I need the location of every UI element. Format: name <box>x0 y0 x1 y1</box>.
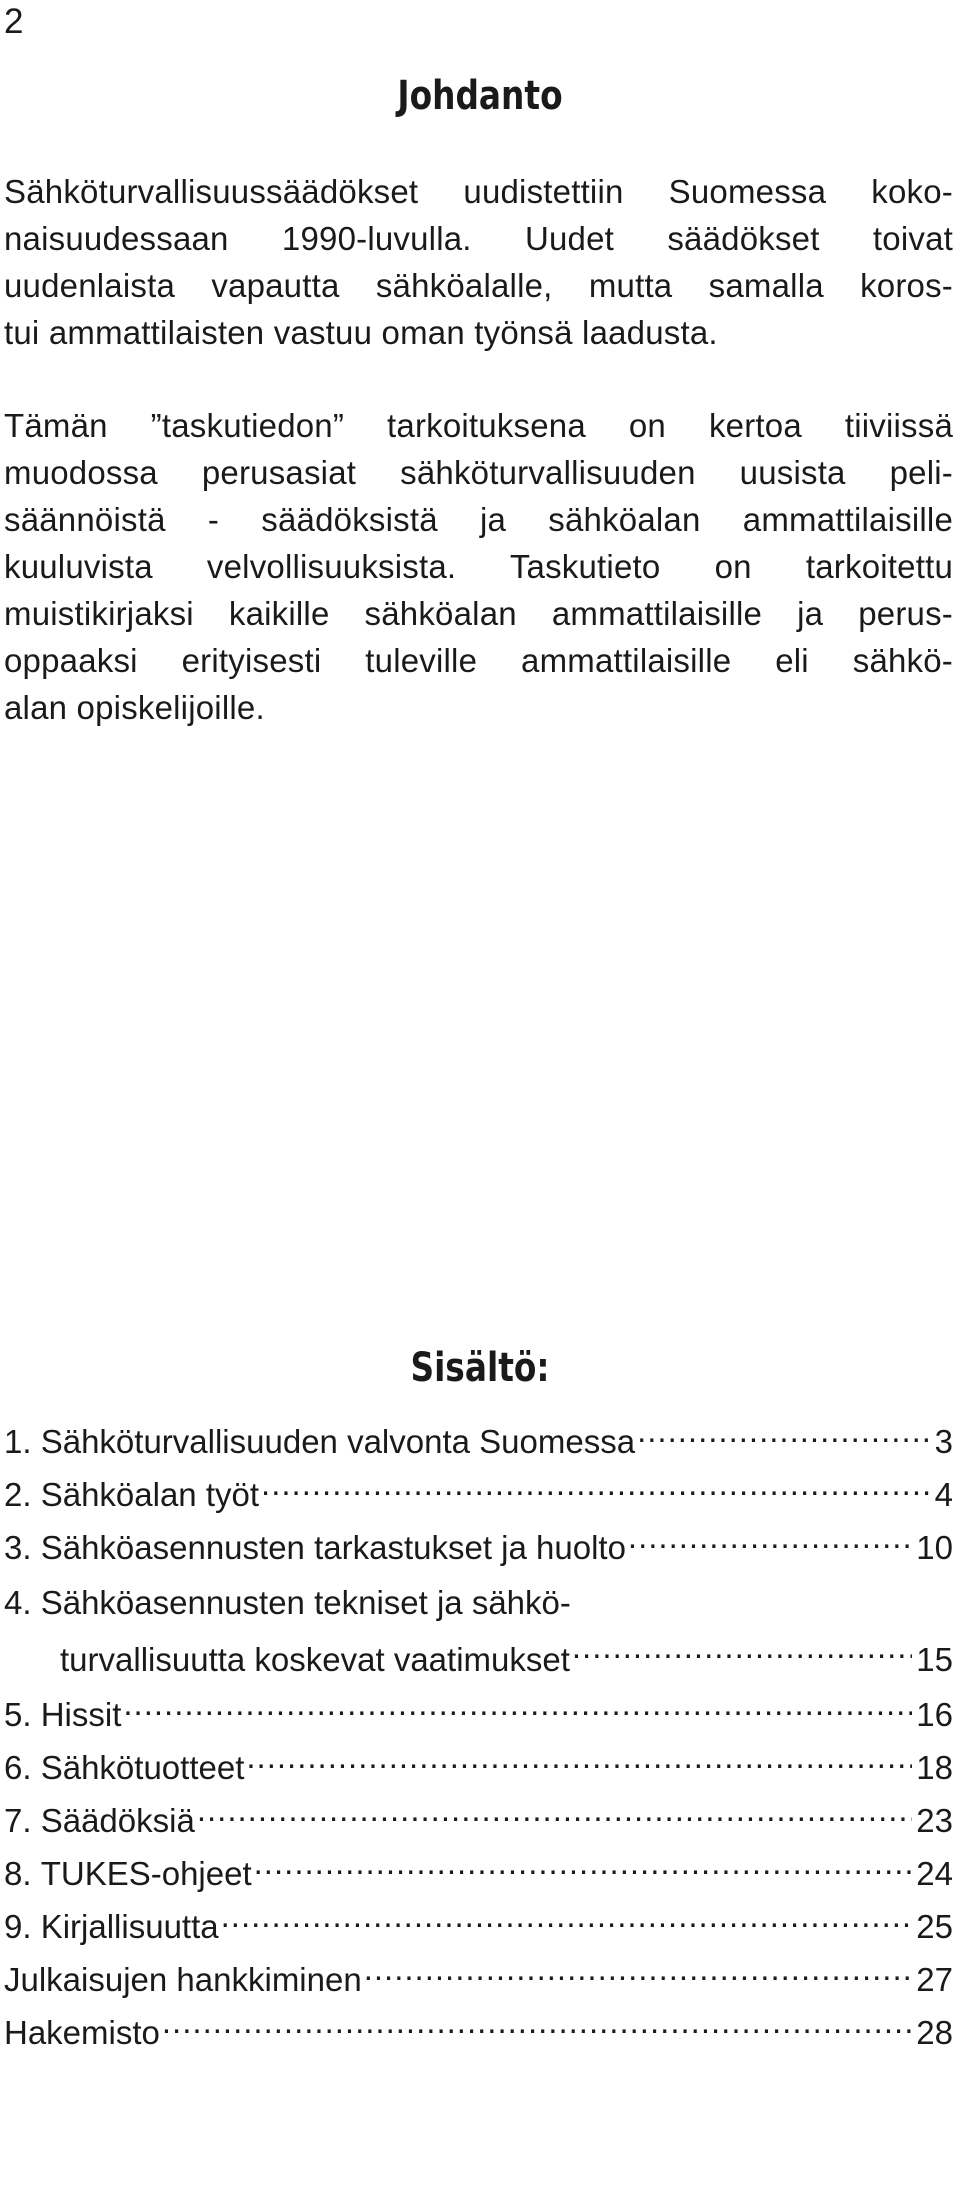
toc-entry[interactable] <box>4 1415 953 1468</box>
toc-entry-page: 24 <box>916 1855 953 1892</box>
page-number: 2 <box>4 2 24 41</box>
toc-leader-dots <box>364 1958 913 1991</box>
toc-entry-title: turvallisuutta koskevat vaatimukset <box>60 1641 570 1678</box>
toc-entry[interactable] <box>4 1741 953 1794</box>
table-of-contents <box>4 1415 953 2059</box>
toc-entry[interactable] <box>4 1521 953 1574</box>
toc-entry[interactable] <box>4 1900 953 1953</box>
toc-entry-page: 25 <box>916 1908 953 1945</box>
toc-leader-dots <box>162 2011 912 2044</box>
toc-entry-title: Julkaisujen hankkiminen <box>4 1961 362 1998</box>
toc-entry-number: 7. <box>4 1802 32 1839</box>
paragraph-line: säännöistä - säädöksistä ja sähköalan ammattilaisille <box>4 501 953 538</box>
toc-entry[interactable] <box>4 1631 953 1688</box>
paragraph-line: muistikirjaksi kaikille sähköalan ammattilaisille ja perus- <box>4 595 953 632</box>
toc-entry-page: 4 <box>934 1476 953 1513</box>
toc-entry-page: 10 <box>916 1529 953 1566</box>
toc-leader-dots <box>628 1526 912 1559</box>
toc-entry-number: 5. <box>4 1696 32 1733</box>
toc-entry-title: Hakemisto <box>4 2014 160 2051</box>
toc-entry[interactable] <box>4 1688 953 1741</box>
toc-leader-dots <box>572 1638 912 1671</box>
toc-entry-number: 1. <box>4 1423 32 1460</box>
intro-paragraph-2 <box>4 402 953 731</box>
toc-entry-title: Sähköasennusten tekniset ja sähkö- <box>40 1584 571 1621</box>
intro-paragraph-1 <box>4 168 953 356</box>
paragraph-line: Sähköturvallisuussäädökset uudistettiin Suomessa koko- <box>4 173 953 210</box>
paragraph-line: alan opiskelijoille. <box>4 689 265 726</box>
toc-entry-title: Hissit <box>40 1696 122 1733</box>
paragraph-line: Tämän ”taskutiedon” tarkoituksena on kertoa tiiviissä <box>4 407 953 444</box>
toc-leader-dots <box>197 1799 912 1832</box>
toc-entry-page: 28 <box>916 2014 953 2051</box>
paragraph-line: kuuluvista velvollisuuksista. Taskutieto on tarkoitettu <box>4 548 953 585</box>
paragraph-line: uudenlaista vapautta sähköalalle, mutta samalla koros- <box>4 267 953 304</box>
toc-entry-title: Sähköalan työt <box>40 1476 260 1513</box>
toc-entry-title: Sähköturvallisuuden valvonta Suomessa <box>40 1423 636 1460</box>
toc-entry[interactable] <box>4 1953 953 2006</box>
paragraph-line: naisuudessaan 1990-luvulla. Uudet säädökset toivat <box>4 220 953 257</box>
toc-entry-page: 16 <box>916 1696 953 1733</box>
toc-entry-number: 2. <box>4 1476 32 1513</box>
toc-entry-page: 27 <box>916 1961 953 1998</box>
toc-entry[interactable] <box>4 1794 953 1847</box>
toc-heading: Sisältö: <box>410 1345 550 1391</box>
toc-entry-number: 8. <box>4 1855 32 1892</box>
toc-entry[interactable] <box>4 1468 953 1521</box>
toc-entry-title: Kirjallisuutta <box>40 1908 219 1945</box>
paragraph-line: tui ammattilaisten vastuu oman työnsä laadusta. <box>4 314 718 351</box>
toc-entry-page: 23 <box>916 1802 953 1839</box>
toc-leader-dots <box>637 1420 931 1453</box>
toc-leader-dots <box>261 1473 931 1506</box>
toc-leader-dots <box>221 1905 913 1938</box>
paragraph-line: oppaaksi erityisesti tuleville ammattilaisille eli sähkö- <box>4 642 953 679</box>
toc-entry-page: 15 <box>916 1641 953 1678</box>
paragraph-line: muodossa perusasiat sähköturvallisuuden uusista peli- <box>4 454 953 491</box>
toc-entry-page: 3 <box>934 1423 953 1460</box>
toc-entry-title: Säädöksiä <box>40 1802 195 1839</box>
toc-leader-dots <box>123 1693 912 1726</box>
toc-entry[interactable] <box>4 1847 953 1900</box>
section-heading-intro: Johdanto <box>397 73 563 119</box>
toc-entry-number: 4. <box>4 1584 32 1621</box>
toc-entry-title: Sähköasennusten tarkastukset ja huolto <box>40 1529 626 1566</box>
toc-entry-number: 6. <box>4 1749 32 1786</box>
toc-entry-number: 9. <box>4 1908 32 1945</box>
toc-entry-page: 18 <box>916 1749 953 1786</box>
toc-entry[interactable] <box>4 2006 953 2059</box>
toc-leader-dots <box>254 1852 913 1885</box>
toc-entry-title: Sähkötuotteet <box>40 1749 245 1786</box>
toc-entry-number: 3. <box>4 1529 32 1566</box>
toc-leader-dots <box>246 1746 912 1779</box>
toc-entry[interactable] <box>4 1574 953 1631</box>
toc-entry-title: TUKES-ohjeet <box>40 1855 252 1892</box>
